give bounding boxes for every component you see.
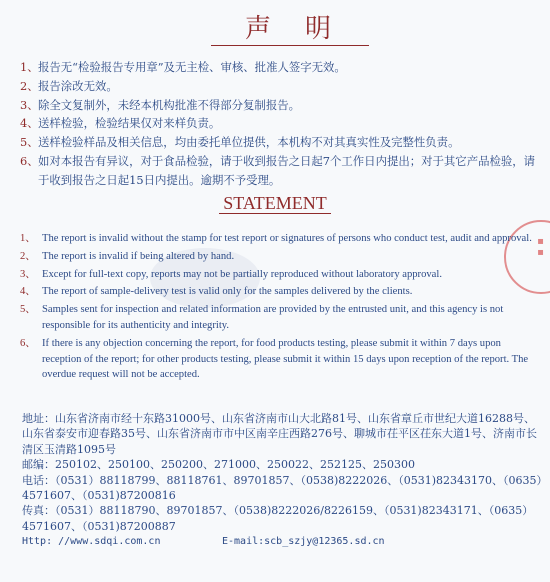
item-number: 4、 [20, 286, 36, 298]
website-link[interactable]: Http: //www.sdqi.com.cn [22, 536, 161, 548]
item-text: 报告涂改无效。 [38, 78, 118, 93]
fax-label: 传真： [22, 504, 55, 518]
fax-value: （0531）88118790、89701857、（0538)8222026/8226159、（0531)82343171、（0635）4571607、（0531)87200887 [22, 504, 534, 533]
chinese-title-text: 声明 [211, 8, 369, 46]
address-value: 山东省济南市经十东路31000号、山东省济南市山大北路81号、山东省章丘市世纪大道16288号、山东省泰安市迎春路35号、山东省济南市市中区南辛庄西路276号、聊城市茌平区茌东大道1号、济南市长清区玉清路1095号 [22, 412, 537, 456]
postcode-value: 250102、250100、250200、271000、250022、252125、250300 [55, 458, 415, 472]
english-item [20, 231, 540, 247]
item-number: 3、 [20, 97, 39, 112]
chinese-title [0, 8, 550, 46]
chinese-item [20, 152, 540, 190]
chinese-statement-list [20, 58, 540, 190]
item-text: Samples sent for inspection and related information are provided by the entrusted unit, and this agency is not responsible for its authenticity and integrity. [42, 304, 504, 331]
english-title-text: STATEMENT [219, 193, 331, 214]
chinese-item [20, 96, 540, 115]
item-text: The report is invalid if being altered by hand. [42, 250, 235, 262]
item-text: 报告无“检验报告专用章”及无主检、审核、批准人签字无效。 [38, 60, 346, 74]
item-number: 1、 [20, 60, 39, 74]
item-number: 3、 [20, 268, 36, 280]
address-label: 地址： [22, 412, 55, 425]
chinese-item [20, 58, 540, 77]
phone-label: 电话： [22, 473, 55, 487]
item-number: 4、 [20, 116, 39, 131]
contact-info [22, 411, 542, 550]
item-text: The report is invalid without the stamp for test report or signatures of persons who conduct test, audit and approval. [42, 233, 532, 244]
item-number: 6、 [20, 337, 36, 349]
phone-line [22, 473, 542, 504]
postcode-label: 邮编： [22, 458, 55, 472]
item-text: Except for full-text copy, reports may not be partially reproduced without laboratory approval. [42, 268, 442, 280]
item-text: 如对本报告有异议，对于食品检验，请于收到报告之日起7个工作日内提出；对于其它产品检验，请于收到报告之日起15日内提出。逾期不予受理。 [38, 153, 536, 187]
item-number: 5、 [20, 304, 36, 316]
postcode-line [22, 457, 542, 472]
item-number: 5、 [20, 135, 39, 150]
item-text: The report of sample-delivery test is valid only for the samples delivered by the clients. [42, 286, 413, 298]
item-number: 2、 [20, 78, 39, 93]
chinese-item [20, 77, 540, 96]
item-number: 1、 [20, 233, 36, 244]
item-number: 6、 [20, 153, 39, 168]
web-email-line [22, 534, 542, 549]
fax-line [22, 503, 542, 534]
english-item [20, 249, 540, 265]
english-item [20, 267, 540, 283]
english-item [20, 336, 540, 383]
item-text: 除全文复制外，未经本机构批准不得部分复制报告。 [38, 97, 300, 112]
chinese-item [20, 133, 540, 152]
item-number: 2、 [20, 250, 36, 262]
address-line [22, 411, 542, 457]
english-title [0, 193, 550, 214]
english-statement-list [20, 231, 540, 385]
phone-value: （0531）88118799、88118761、89701857、（0538)8222026、（0531)82343170、（0635）4571607、（0531)87200816 [22, 473, 543, 503]
english-item [20, 302, 540, 334]
item-text: 送样检验，检验结果仅对来样负责。 [38, 116, 221, 131]
item-text: 送样检验样品及相关信息，均由委托单位提供，本机构不对其真实性及完整性负责。 [38, 135, 460, 150]
chinese-item [20, 114, 540, 133]
email-link[interactable]: E-mail:scb_szjy@12365.sd.cn [222, 536, 385, 548]
english-item [20, 284, 540, 300]
seal-text: ▪▪ [535, 236, 546, 258]
item-text: If there is any objection concerning the report, for food products testing, please submit it within 7 days upon reception of the report; for other products testing, please submit it within 15 days upon reception of the report. The overdue request will not be accepted. [42, 337, 529, 381]
